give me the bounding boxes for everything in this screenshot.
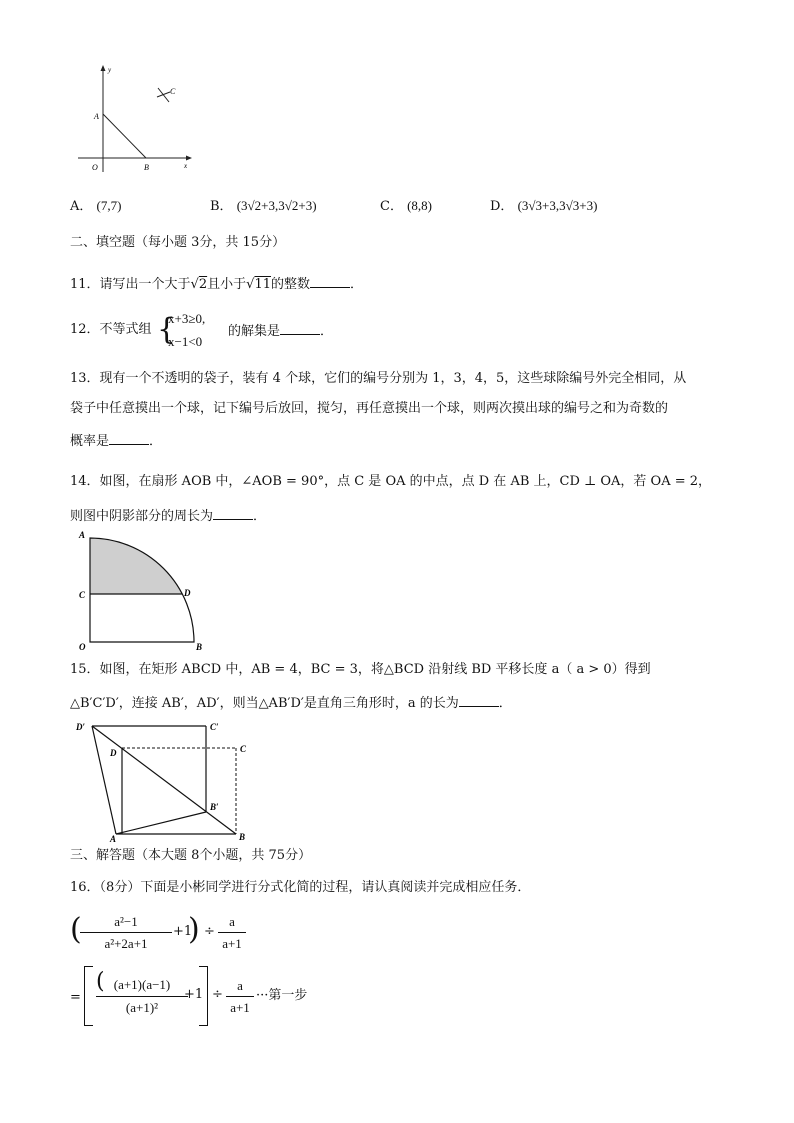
option-b [210,196,317,217]
q16-expr1-plus-one: +1 [173,924,193,939]
q16-expr1-frac-bar [218,932,246,933]
q15-label-d-prime: D′ [76,722,86,732]
option-c-value: (8,8) [407,198,433,213]
section3-title: 三、解答题（本大题 8个小题，共 75分） [70,848,312,863]
q13-text-3b: ． [149,434,163,449]
q15-line-2 [70,692,512,714]
q16-expr1-fraction-bar [80,932,172,933]
q15-rectangle-figure [74,718,254,843]
q10-origin-label: O [92,163,98,172]
option-c-label: C． [380,199,403,214]
q16-expr1-close-paren: ) [188,912,200,947]
q14-answer-blank [213,505,253,520]
q16-expr1-denominator: a²+2a+1 [104,936,148,951]
q10-point-c-label: C [170,87,176,96]
q12-suffix [228,320,333,342]
q13-line-1: 13．现有一个不透明的袋子，装有 4 个球，它们的编号分别为 1，3，4，5，这些球除编号外完全相同，从 [70,371,687,386]
q14-label-o: O [79,642,86,652]
q13-text-3a: 概率是 [70,434,110,449]
q15-label-b: B [239,832,246,842]
q16-step1-label: ···第一步 [256,988,308,1003]
option-c [380,196,432,217]
q11: 11．请写出一个大于√2且小于√11的整数 ． [70,273,363,295]
q16-expr2-close-bracket [199,966,208,1026]
q16-expr1-open-paren: ( [70,912,82,947]
q16-expr2-plus-one: +1 [184,987,204,1002]
q16-expr2-divide: ÷ [212,987,223,1002]
q16-expr2-frac-denominator: a+1 [230,1000,250,1015]
q15-text-2a: △B′C′D′，连接 AB′，AD′，则当△AB′D′是直角三角形时，a 的长为 [70,696,459,711]
q15-label-a: A [110,834,117,843]
q14-text-2b: ． [253,509,267,524]
q12-prefix: 12．不等式组 [70,322,152,337]
q16-expr1-frac-numerator: a [229,914,235,929]
q16-expr2-denominator: (a+1)² [125,1000,159,1015]
option-a-label: A． [70,199,93,214]
q13-answer-blank [109,430,149,445]
q10-options-row [70,196,121,217]
q16-expr2-frac-numerator: a [237,978,243,993]
q10-coordinate-figure [70,62,200,177]
q16-expr1-numerator: a²−1 [114,914,138,929]
q12-text-2: 的解集是 [228,324,281,339]
q10-point-b-label: B [144,163,149,172]
q11-sqrt2: 2 [198,277,208,292]
q11-answer-blank [310,273,350,288]
q16-expr2-frac-bar [226,996,254,997]
q14-sector-figure [78,530,213,652]
q11-text-3: 的整数 [270,277,310,292]
q15-line-1: 15．如图，在矩形 ABCD 中，AB = 4，BC = 3，将△BCD 沿射线 BD 平移长度 a（ a > 0）得到 [70,662,651,677]
q15-answer-blank [459,692,499,707]
q11-text-1: 11．请写出一个大于 [70,277,191,292]
q14-label-b: B [196,642,203,652]
q10-axis-x-label: x [184,162,188,170]
option-a-value: (7,7) [96,198,122,213]
q12-text-3: ． [320,324,334,339]
q12-inequality-1: x+3≥0, [168,311,206,326]
q15-text-2b: ． [498,696,512,711]
q16-expr1-frac-denominator: a+1 [222,936,242,951]
q14-label-a: A [79,530,86,540]
q13-line-3 [70,430,162,452]
q10-axis-y-label: y [108,66,112,74]
option-b-value: (3√2+3,3√2+3) [236,198,317,213]
q10-point-a-label: A [94,112,99,121]
q15-label-d: D [110,748,117,758]
q15-label-c-prime: C′ [210,722,219,732]
q14-line-2 [70,505,266,527]
q12-brace: { [157,312,177,347]
q14-line-1: 14．如图，在扇形 AOB 中，∠AOB = 90°，点 C 是 OA 的中点，点 D 在 AB 上，CD ⊥ OA，若 OA = 2， [70,474,712,489]
q16-intro: 16．（8分）下面是小彬同学进行分式化简的过程，请认真阅读并完成相应任务． [70,880,531,895]
q13-line-2: 袋子中任意摸出一个球，记下编号后放回，搅匀，再任意摸出一个球，则两次摸出球的编号之和为奇数的 [70,401,669,416]
q16-expr2-open-paren: ( [96,969,105,994]
q15-label-c: C [240,744,247,754]
q16-expr2-open-bracket [84,966,93,1026]
q15-label-b-prime: B′ [210,802,219,812]
section2-title: 二、填空题（每小题 3分，共 15分） [70,235,286,250]
q11-sqrt11: 11 [254,277,271,292]
option-d-value: (3√3+3,3√3+3) [517,198,598,213]
q16-expr2-equals: = [70,990,81,1005]
option-b-label: B． [210,199,233,214]
q14-label-d: D [184,588,191,598]
q14-label-c: C [79,590,86,600]
option-d-label: D． [490,199,514,214]
q16-expr2-numerator: (a+1)(a−1) [113,977,171,992]
q16-expr1-divide: ÷ [204,924,215,939]
q12-answer-blank [280,320,320,335]
q12-inequality-2: x−1<0 [168,334,203,349]
q14-text-2a: 则图中阴影部分的周长为 [70,509,214,524]
q11-text-2: 且小于 [207,277,247,292]
q16-expr2-fraction-bar [96,996,188,997]
option-d [490,196,597,217]
q11-text-4: ． [350,277,364,292]
